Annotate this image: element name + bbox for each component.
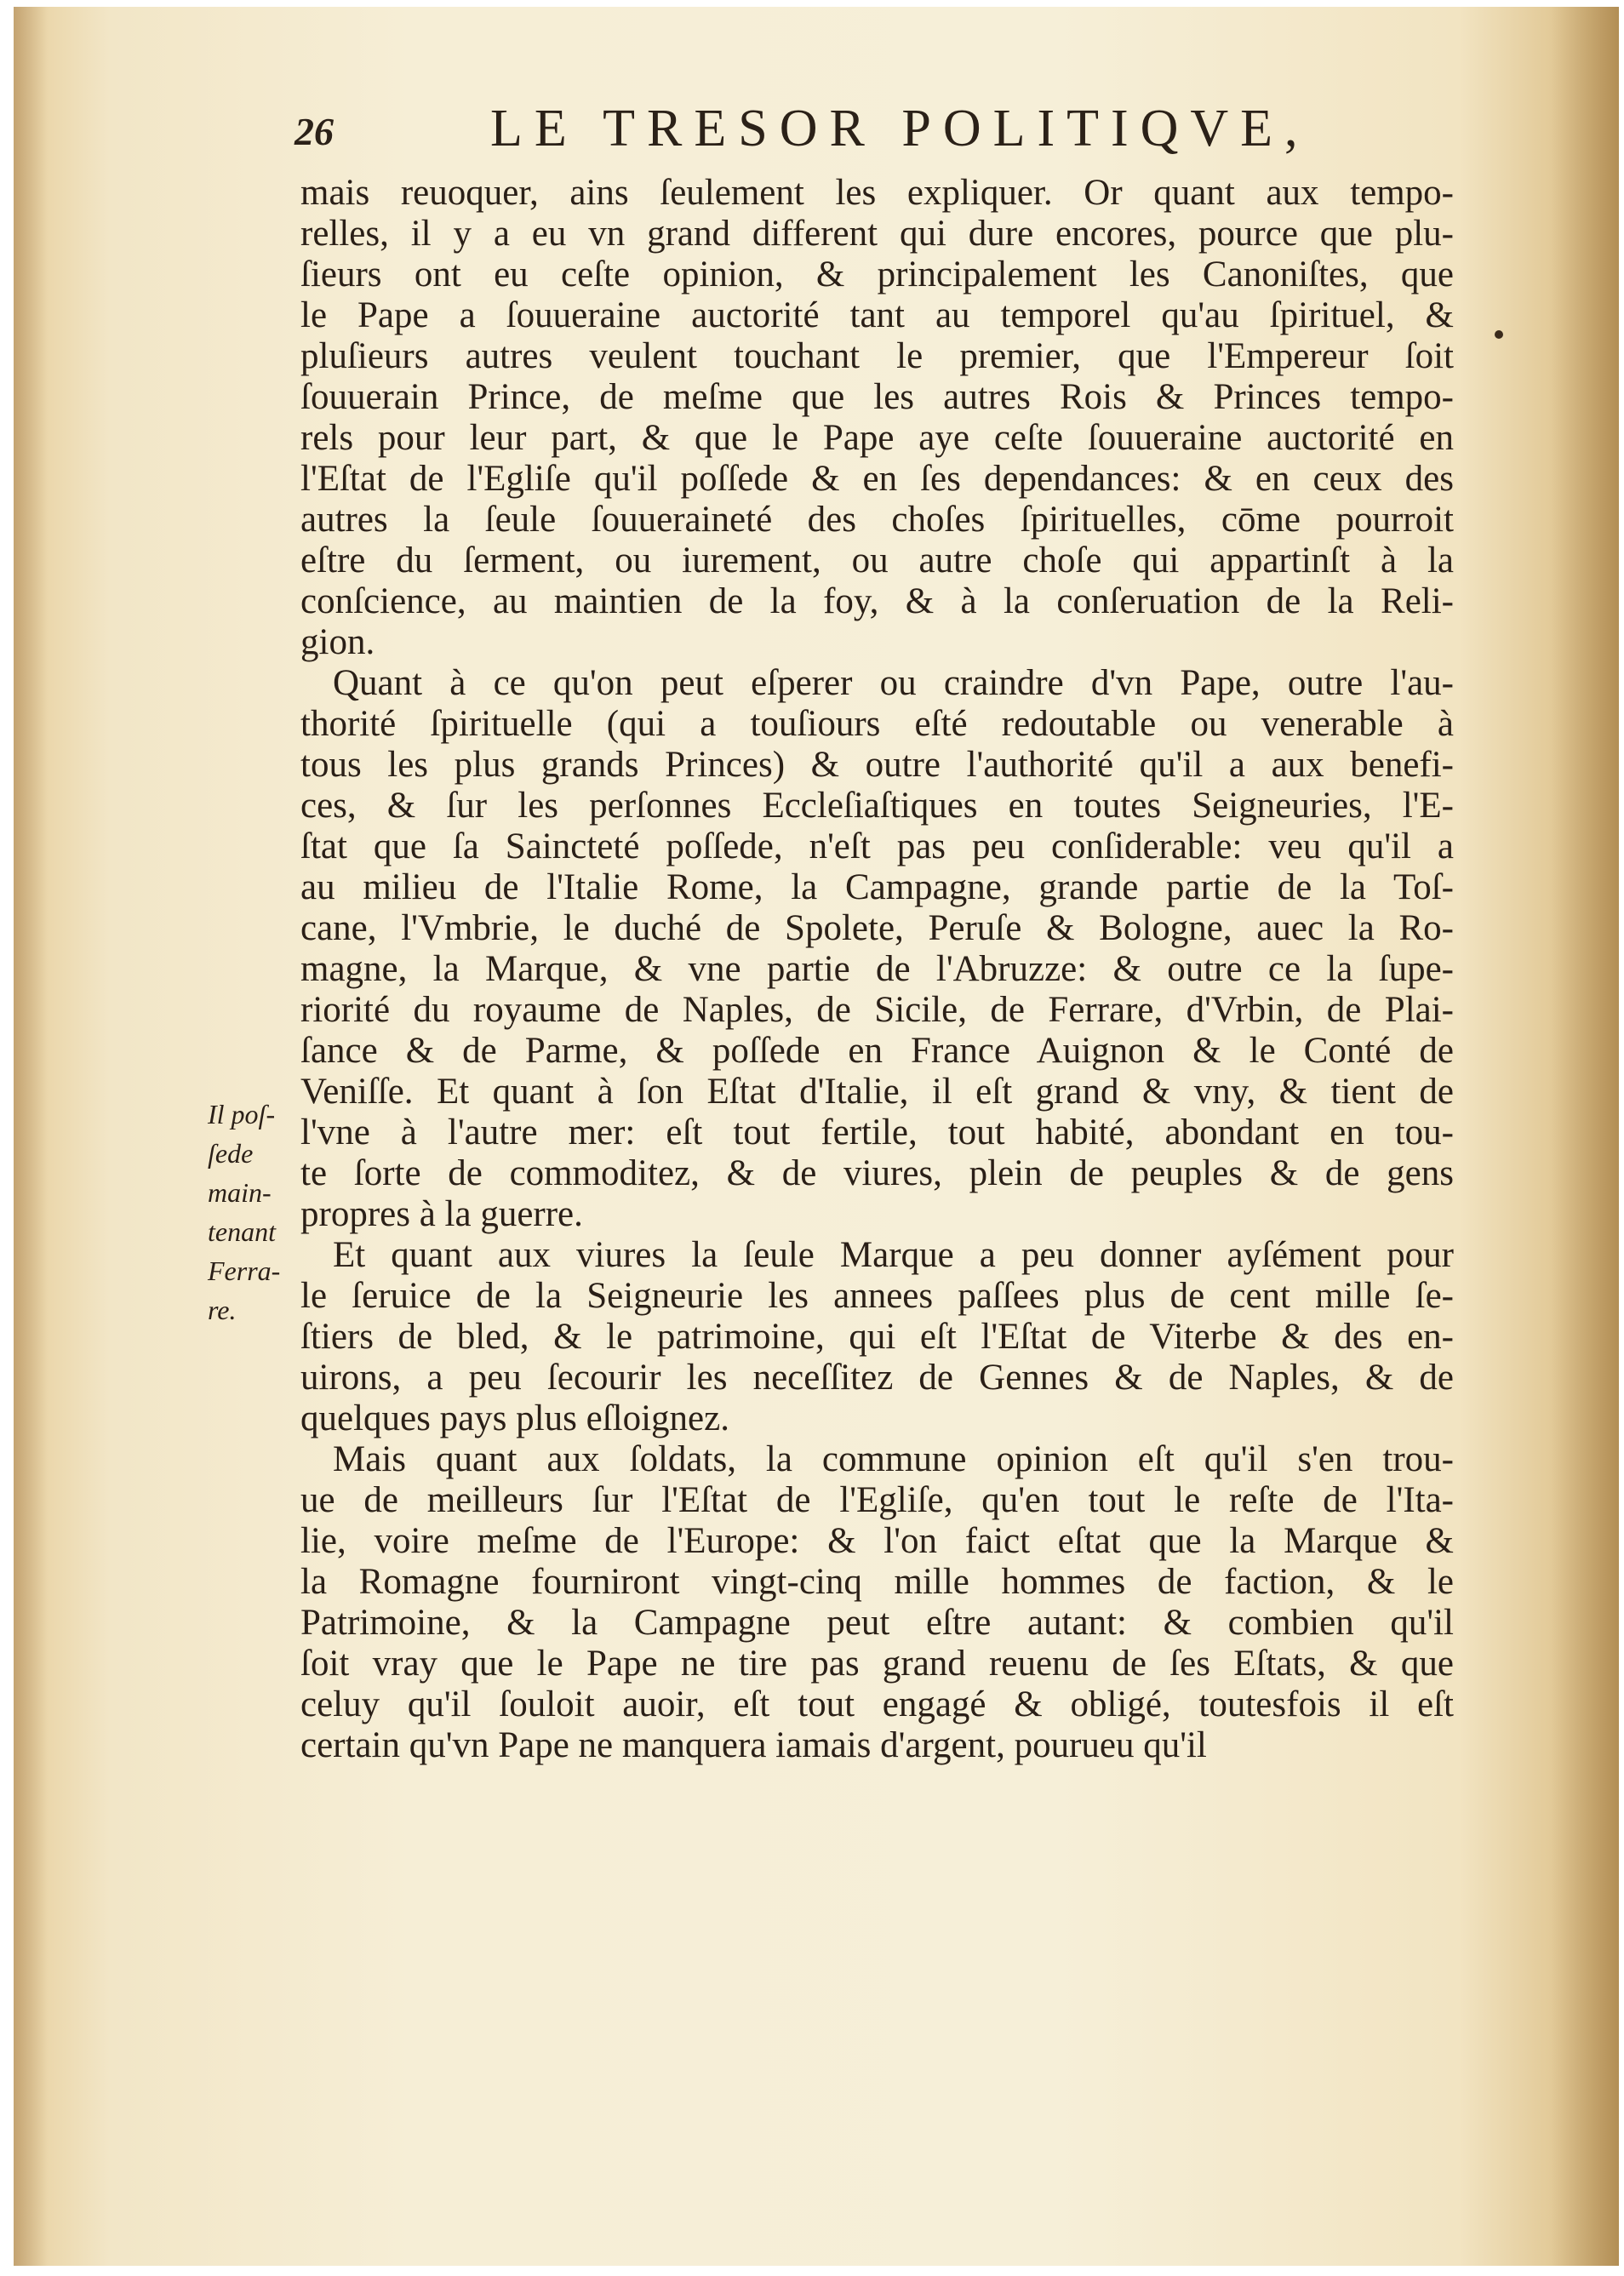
text-line: tous les plus grands Princes) & outre l'authorité qu'il a aux benefi- [300, 745, 1454, 785]
margin-note-line: tenant [208, 1216, 276, 1247]
text-line: conſcience, au maintien de la foy, & à la conſeruation de la Reli- [300, 581, 1454, 621]
text-line: Veniſſe. Et quant à ſon Eſtat d'Italie, il eſt grand & vny, & tient de [300, 1072, 1454, 1112]
text-line: ſoit vray que le Pape ne tire pas grand reuenu de ſes Eſtats, & que [300, 1644, 1454, 1684]
text-line: celuy qu'il ſouloit auoir, eſt tout engagé & obligé, toutesfois il eſt [300, 1684, 1454, 1724]
running-title: LE TRESOR POLITIQVE, [490, 100, 1310, 157]
text-line: propres à la guerre. [300, 1194, 583, 1234]
text-line: ces, & ſur les perſonnes Eccleſiaſtiques en toutes Seigneuries, l'E- [300, 786, 1454, 826]
text-line: certain qu'vn Pape ne manquera iamais d'argent, pourueu qu'il [300, 1725, 1207, 1765]
text-line: lie, voire meſme de l'Europe: & l'on faict eſtat que la Marque & [300, 1521, 1454, 1561]
text-line: autres la ſeule ſouueraineté des choſes ſpirituelles, cōme pourroit [300, 500, 1454, 540]
text-line: Mais quant aux ſoldats, la commune opinion eſt qu'il s'en trou- [333, 1439, 1454, 1479]
text-line: Patrimoine, & la Campagne peut eſtre autant: & combien qu'il [300, 1603, 1454, 1643]
text-line: le Pape a ſouueraine auctorité tant au temporel qu'au ſpirituel, & [300, 295, 1454, 335]
paragraph [300, 1439, 1454, 1766]
text-line: pluſieurs autres veulent touchant le premier, que l'Empereur ſoit [300, 336, 1454, 376]
text-line: eſtre du ſerment, ou iurement, ou autre choſe qui appartinſt à la [300, 540, 1454, 580]
body-text [300, 173, 1454, 1766]
text-line: la Romagne fourniront vingt-cinq mille hommes de faction, & le [300, 1562, 1454, 1602]
text-line: au milieu de l'Italie Rome, la Campagne, grande partie de la Toſ- [300, 867, 1454, 907]
text-line: magne, la Marque, & vne partie de l'Abruzze: & outre ce la ſupe- [300, 949, 1454, 989]
page-number: 26 [294, 110, 334, 153]
margin-note-line: Ferra- [208, 1255, 281, 1286]
text-line: thorité ſpirituelle (qui a touſiours eſté redoutable ou venerable à [300, 704, 1454, 744]
text-line: mais reuoquer, ains ſeulement les expliquer. Or quant aux tempo- [300, 173, 1454, 213]
book-page [14, 7, 1619, 2266]
text-line: l'Eſtat de l'Egliſe qu'il poſſede & en ſes dependances: & en ceux des [300, 459, 1454, 499]
margin-note [208, 1095, 310, 1330]
text-line: le ſeruice de la Seigneurie les annees paſſees plus de cent mille ſe- [300, 1276, 1454, 1316]
paragraph [300, 173, 1454, 663]
margin-note-line: main- [208, 1177, 272, 1208]
text-line: Quant à ce qu'on peut eſperer ou craindre d'vn Pape, outre l'au- [333, 663, 1454, 703]
text-line: quelques pays plus eſloignez. [300, 1398, 729, 1438]
paragraph [300, 663, 1454, 1235]
text-line: cane, l'Vmbrie, le duché de Spolete, Peruſe & Bologne, auec la Ro- [300, 908, 1454, 948]
margin-note-line: re. [208, 1295, 237, 1325]
page-header [14, 99, 1619, 167]
text-line: ſance & de Parme, & poſſede en France Auignon & le Conté de [300, 1031, 1454, 1071]
margin-note-line: ſede [208, 1138, 254, 1169]
text-line: Et quant aux viures la ſeule Marque a peu donner ayſément pour [333, 1235, 1454, 1275]
text-line: rels pour leur part, & que le Pape aye ceſte ſouueraine auctorité en [300, 418, 1454, 458]
text-line: ue de meilleurs ſur l'Eſtat de l'Egliſe, qu'en tout le reſte de l'Ita- [300, 1480, 1454, 1520]
text-line: ſieurs ont eu ceſte opinion, & principalement les Canoniſtes, que [300, 254, 1454, 295]
text-line: ſouuerain Prince, de meſme que les autres Rois & Princes tempo- [300, 377, 1454, 417]
ink-speck [1495, 330, 1503, 339]
text-line: ſtiers de bled, & le patrimoine, qui eſt l'Eſtat de Viterbe & des en- [300, 1317, 1454, 1357]
text-line: gion. [300, 622, 375, 662]
paragraph [300, 1235, 1454, 1439]
text-line: ſtat que ſa Saincteté poſſede, n'eſt pas peu conſiderable: veu qu'il a [300, 826, 1454, 866]
margin-note-line: Il poſ- [208, 1099, 276, 1129]
text-line: l'vne à l'autre mer: eſt tout fertile, tout habité, abondant en tou- [300, 1112, 1454, 1152]
text-line: riorité du royaume de Naples, de Sicile, de Ferrare, d'Vrbin, de Plai- [300, 990, 1454, 1030]
text-line: te ſorte de commoditez, & de viures, plein de peuples & de gens [300, 1153, 1454, 1193]
text-line: uirons, a peu ſecourir les neceſſitez de Gennes & de Naples, & de [300, 1358, 1454, 1398]
text-line: relles, il y a eu vn grand different qui dure encores, pource que plu- [300, 214, 1454, 254]
